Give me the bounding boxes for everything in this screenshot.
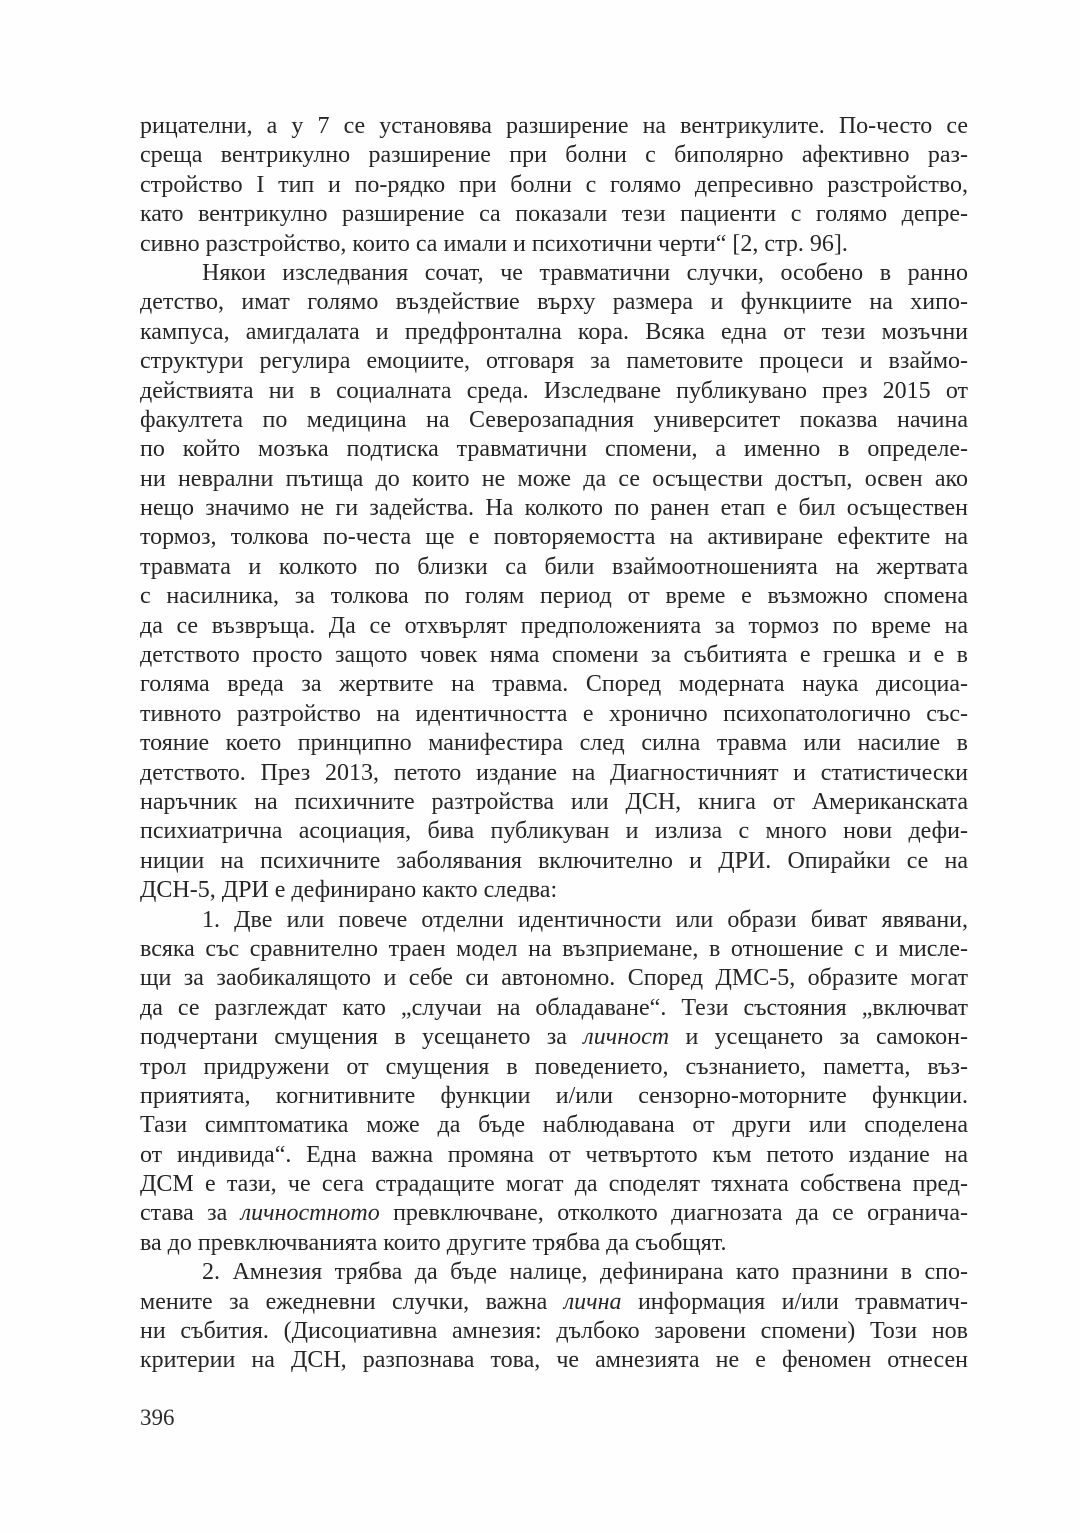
text-line: рицателни, а у 7 се установява разширение на вентрикулите. По-често се bbox=[140, 113, 968, 139]
text-line: среща вентрикулно разширение при болни с биполярно афективно раз- bbox=[140, 142, 968, 169]
text-line: 1. Две или повече отделни идентичности или образи биват явявани, bbox=[202, 906, 968, 933]
italic-text: лична bbox=[563, 1288, 622, 1315]
text-line: да се възвръща. Да се отхвърлят предположенията за тормоз по време на bbox=[140, 612, 968, 639]
text-line: по който мозъка подтиска травматични спомени, а именно в определе- bbox=[140, 436, 968, 463]
text-line: факултета по медицина на Северозападния университет показва начина bbox=[140, 406, 968, 433]
line-text: информация и/или травматич- bbox=[621, 1288, 968, 1315]
text-line: голяма вреда за жертвите на травма. Според модерната наука дисоциа- bbox=[140, 671, 968, 698]
paragraph bbox=[140, 1258, 968, 1376]
text-line: детството просто защото човек няма спомени за събитията е грешка и е в bbox=[140, 642, 968, 669]
text-line: трол придружени от смущения в поведението, съзнанието, паметта, въз- bbox=[140, 1053, 968, 1080]
text-line: нещо значимо не ги задейства. На колкото по ранен етап е бил осъществен bbox=[140, 495, 968, 522]
text-line bbox=[140, 1023, 968, 1052]
text-line: като вентрикулно разширение са показали тези пациенти с голямо депре- bbox=[140, 201, 968, 228]
text-line: действията ни в социалната среда. Изследване публикувано през 2015 от bbox=[140, 377, 968, 404]
text-line: ни събития. (Дисоциативна амнезия: дълбоко заровени спомени) Този нов bbox=[140, 1318, 968, 1345]
text-line: Някои изследвания сочат, че травматични случки, особено в ранно bbox=[202, 259, 968, 286]
text-line: Тази симптоматика може да бъде наблюдавана от други или споделена bbox=[140, 1112, 968, 1139]
text-line: всяка със сравнително траен модел на възприемане, в отношение с и мисле- bbox=[140, 935, 968, 962]
text-line: с насилника, за толкова по голям период от време е възможно спомена bbox=[140, 583, 968, 610]
line-text: превключване, отколкото диагнозата да се огранича- bbox=[379, 1200, 968, 1227]
italic-text: личност bbox=[583, 1024, 670, 1051]
text-line: ниции на психичните заболявания включително и ДРИ. Опирайки се на bbox=[140, 847, 968, 874]
paragraph bbox=[140, 906, 968, 1259]
text-line: тормоз, толкова по-честа ще е повторяемостта на активиране ефектите на bbox=[140, 524, 968, 551]
text-line: от индивида“. Една важна промяна от четвъртото към петото издание на bbox=[140, 1141, 968, 1168]
text-line: психиатрична асоциация, бива публикуван и излиза с много нови дефи- bbox=[140, 818, 968, 845]
line-text: мените за ежедневни случки, важна bbox=[140, 1288, 564, 1315]
text-line: структури регулира емоциите, отговаря за паметовите процеси и взаймо- bbox=[140, 348, 968, 375]
paragraph bbox=[140, 112, 968, 259]
text-line: стройство I тип и по-рядко при болни с голямо депресивно разстройство, bbox=[140, 171, 968, 198]
line-text: и усещането за самокон- bbox=[669, 1024, 968, 1051]
text-line: детство, имат голямо въздействие върху размера и функциите на хипо- bbox=[140, 289, 968, 316]
paragraph bbox=[140, 259, 968, 906]
text-line: тивното разтройство на идентичността е хронично психопатологично със- bbox=[140, 700, 968, 727]
text-line: щи за заобикалящото и себе си автономно. Според ДМС-5, образите могат bbox=[140, 965, 968, 992]
text-line: травмата и колкото по близки са били взаймоотношенията на жертвата bbox=[140, 553, 968, 580]
text-line: тояние което принципно манифестира след силна травма или насилие в bbox=[140, 730, 968, 757]
text-line: наръчник на психичните разтройства или ДСН, книга от Американската bbox=[140, 788, 968, 815]
text-line: кампуса, амигдалата и предфронтална кора. Всяка една от тези мозъчни bbox=[140, 318, 968, 345]
text-line: сивно разстройство, които са имали и психотични черти“ [2, стр. 96]. bbox=[140, 230, 848, 257]
text-line: 2. Амнезия трябва да бъде налице, дефинирана като празнини в спо- bbox=[202, 1259, 968, 1286]
text-line bbox=[140, 1199, 968, 1228]
page-number: 396 bbox=[140, 1405, 175, 1430]
text-line: ДСМ е тази, че сега страдащите могат да споделят тяхната собствена пред- bbox=[140, 1171, 968, 1198]
text-line: ва до превключванията които другите трябва да съобщят. bbox=[140, 1229, 727, 1256]
text-line: да се разглеждат като „случаи на обладаване“. Тези състояния „включват bbox=[140, 994, 968, 1021]
body-text bbox=[140, 112, 968, 1376]
text-line: ДСН-5, ДРИ е дефинирано както следва: bbox=[140, 877, 558, 904]
text-line: ни неврални пътища до които не може да се осъществи достъп, освен ако bbox=[140, 465, 968, 492]
italic-text: личностното bbox=[240, 1200, 380, 1227]
text-line: критерии на ДСН, разпознава това, че амнезията не е феномен отнесен bbox=[140, 1347, 968, 1374]
text-line bbox=[140, 1288, 968, 1317]
text-line: приятията, когнитивните функции и/или сензорно-моторните функции. bbox=[140, 1082, 968, 1109]
line-text: подчертани смущения в усещането за bbox=[140, 1024, 584, 1051]
line-text: става за bbox=[140, 1200, 241, 1227]
text-line: детството. През 2013, петото издание на Диагностичният и статистически bbox=[140, 759, 968, 786]
